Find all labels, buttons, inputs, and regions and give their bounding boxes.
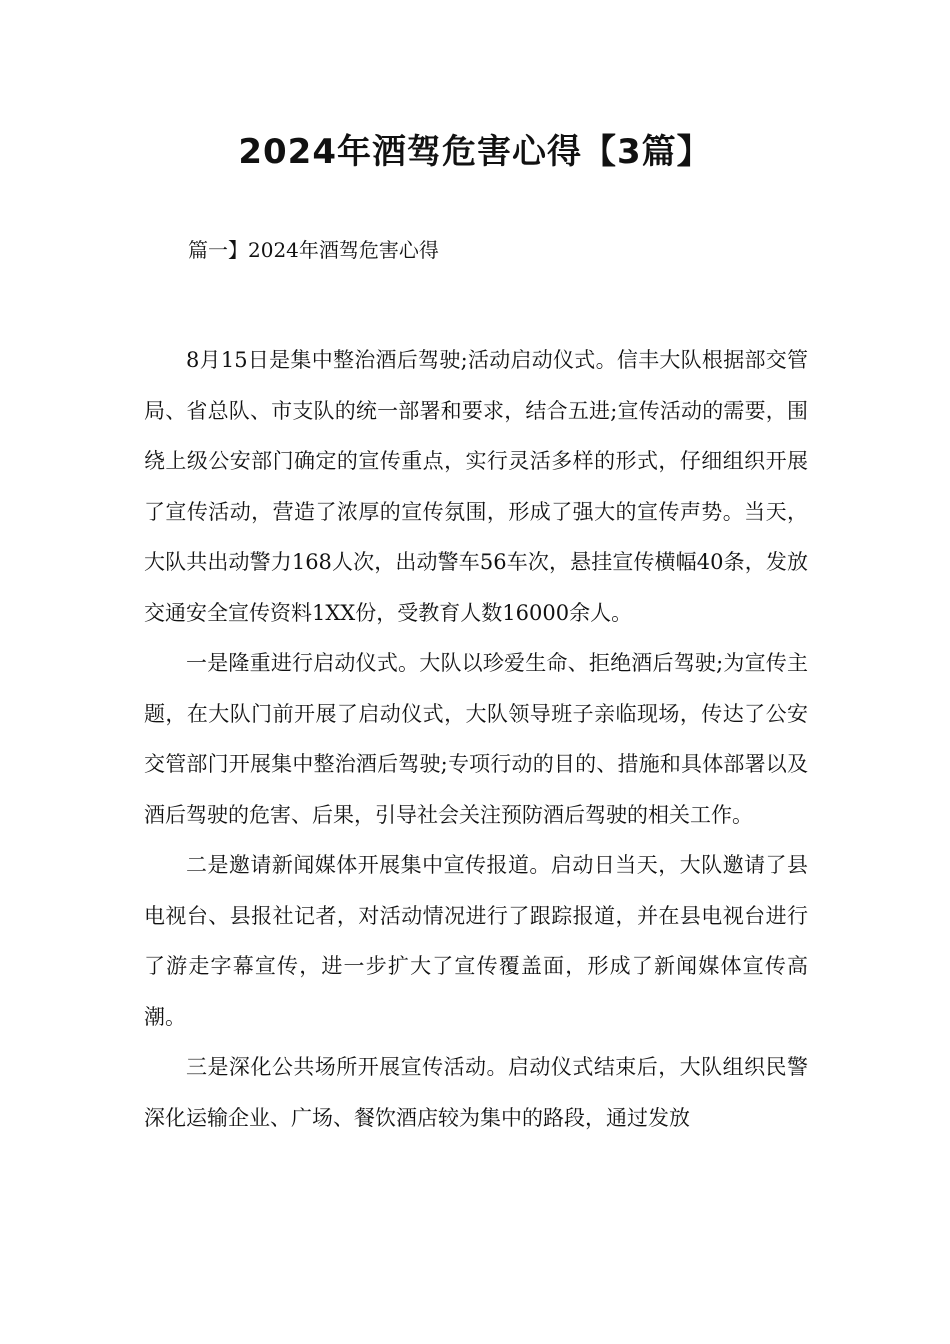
document-title: 2024年酒驾危害心得【3篇】 [238,132,712,172]
paragraph: 二是邀请新闻媒体开展集中宣传报道。启动日当天，大队邀请了县电视台、县报社记者，对活动情况进行了跟踪报道，并在县电视台进行了游走字幕宣传，进一步扩大了宣传覆盖面，形成了新闻媒体宣传高潮。 [144,853,808,1029]
paragraph: 三是深化公共场所开展宣传活动。启动仪式结束后，大队组织民警深化运输企业、广场、餐饮酒店较为集中的路段，通过发放 [144,1055,808,1130]
section-heading: 篇一】2024年酒驾危害心得 [188,238,439,262]
document-body [144,335,808,1143]
paragraph: 一是隆重进行启动仪式。大队以珍爱生命、拒绝酒后驾驶;为宣传主题，在大队门前开展了启动仪式，大队领导班子亲临现场，传达了公安交管部门开展集中整治酒后驾驶;专项行动的目的、措施和具体部署以及酒后驾驶的危害、后果，引导社会关注预防酒后驾驶的相关工作。 [144,651,808,827]
paragraph: 8月15日是集中整治酒后驾驶;活动启动仪式。信丰大队根据部交管局、省总队、市支队的统一部署和要求，结合五进;宣传活动的需要，围绕上级公安部门确定的宣传重点，实行灵活多样的形式，仔细组织开展了宣传活动，营造了浓厚的宣传氛围，形成了强大的宣传声势。当天，大队共出动警力168人次，出动警车56车次，悬挂宣传横幅40条，发放交通安全宣传资料1XX份，受教育人数16000余人。 [144,348,808,625]
